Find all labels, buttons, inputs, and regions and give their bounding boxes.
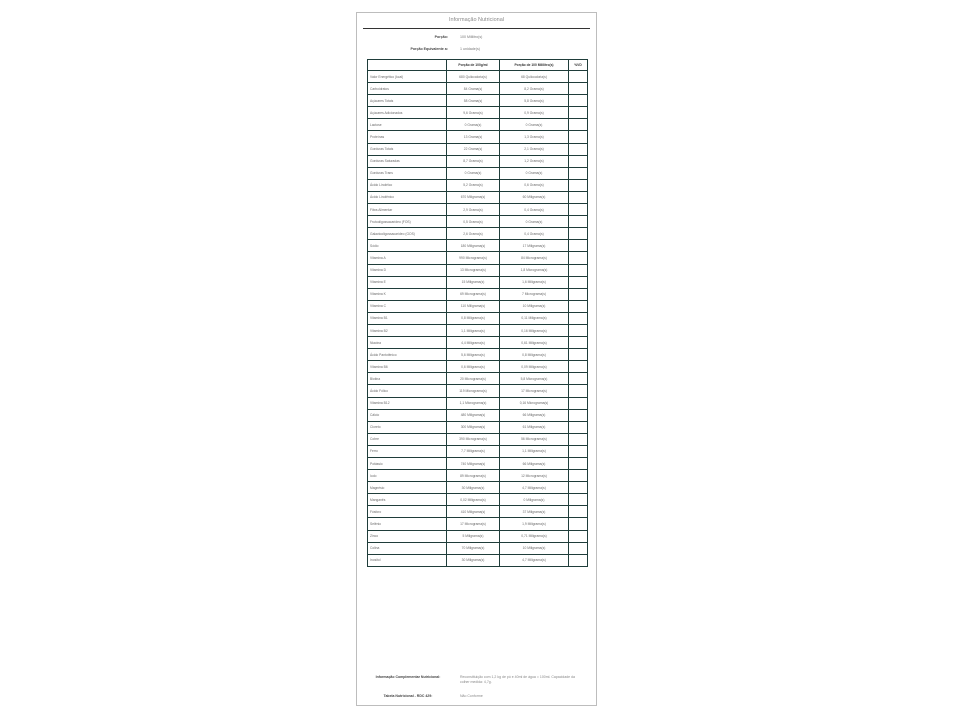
value-per-portion: 0,4 Grama(s) (500, 204, 569, 216)
value-per-portion: 10 Miligrama(s) (500, 542, 569, 554)
table-header-row (368, 60, 588, 71)
value-per-portion: 10 Miligrama(s) (500, 300, 569, 312)
nutrient-name: Fósforo (368, 506, 447, 518)
value-per-100g: 30 Miligrama(s) (447, 554, 500, 566)
value-per-portion: 0,6 Grama(s) (500, 179, 569, 191)
vd-value (569, 506, 588, 518)
table-row (368, 518, 588, 530)
value-per-100g: 0 Grama(s) (447, 167, 500, 179)
vd-value (569, 300, 588, 312)
table-row (368, 240, 588, 252)
vd-value (569, 167, 588, 179)
vd-value (569, 373, 588, 385)
table-row (368, 530, 588, 542)
table-row (368, 494, 588, 506)
nutrient-name: Proteínas (368, 131, 447, 143)
table-row (368, 300, 588, 312)
nutrition-table (367, 59, 588, 567)
vd-value (569, 143, 588, 155)
value-per-portion: 84 Micrograma(s) (500, 252, 569, 264)
nutrient-name: Cloreto (368, 421, 447, 433)
value-per-100g: 740 Miligrama(s) (447, 458, 500, 470)
nutrient-name: Vitamina A (368, 252, 447, 264)
nutrient-name: Manganês (368, 494, 447, 506)
value-per-portion: 1,3 Grama(s) (500, 131, 569, 143)
value-per-100g: 15 Miligrama(s) (447, 276, 500, 288)
table-row (368, 131, 588, 143)
value-per-100g: 7,7 Miligrama(s) (447, 445, 500, 457)
vd-value (569, 95, 588, 107)
table-row (368, 409, 588, 421)
nutrition-table-body (368, 71, 588, 567)
table-row (368, 119, 588, 131)
table-row (368, 361, 588, 373)
table-row (368, 107, 588, 119)
vd-value (569, 240, 588, 252)
table-row (368, 445, 588, 457)
header-per-100g: Porção de 100g/ml (447, 60, 500, 71)
table-row (368, 71, 588, 83)
nutrient-name: Selênio (368, 518, 447, 530)
vd-value (569, 216, 588, 228)
nutrient-name: Açúcares Totais (368, 95, 447, 107)
table-row (368, 312, 588, 324)
vd-value (569, 252, 588, 264)
value-per-100g: 8,7 Grama(s) (447, 155, 500, 167)
table-row (368, 482, 588, 494)
table-row (368, 155, 588, 167)
nutrient-name: Lactose (368, 119, 447, 131)
nutrient-name: Galactooligossacarídeo (GOS) (368, 228, 447, 240)
rdc-label: Tabela Nutricional - RDC 429: (383, 694, 433, 698)
vd-value (569, 131, 588, 143)
value-per-portion: 1,6 Miligrama(s) (500, 276, 569, 288)
nutrient-name: Colina (368, 542, 447, 554)
nutrient-name: Biotina (368, 373, 447, 385)
value-per-portion: 8,2 Grama(s) (500, 83, 569, 95)
nutrient-name: Zinco (368, 530, 447, 542)
value-per-100g: 180 Miligrama(s) (447, 240, 500, 252)
nutrient-name: Vitamina E (368, 276, 447, 288)
panel-title: Informação Nutricional (448, 17, 505, 23)
vd-value (569, 530, 588, 542)
value-per-portion: 2,1 Grama(s) (500, 143, 569, 155)
value-per-100g: 990 Micrograma(s) (447, 252, 500, 264)
nutrient-name: Fibra Alimentar (368, 204, 447, 216)
value-per-portion: 5,8 Micrograma(s) (500, 373, 569, 385)
vd-value (569, 421, 588, 433)
nutrient-name: Gorduras Saturadas (368, 155, 447, 167)
nutrient-name: Sódio (368, 240, 447, 252)
porcao-value: 100 Mililitro(s) (460, 35, 483, 39)
nutrient-name: Valor Energético (kcal) (368, 71, 447, 83)
value-per-100g: 410 Miligrama(s) (447, 506, 500, 518)
table-row (368, 191, 588, 203)
value-per-portion: 1,1 Miligrama(s) (500, 445, 569, 457)
value-per-portion: 0,71 Miligrama(s) (500, 530, 569, 542)
nutrient-name: Cálcio (368, 409, 447, 421)
nutrient-name: Cobre (368, 433, 447, 445)
nutrient-name: Ácido Linoléico (368, 179, 447, 191)
table-row (368, 506, 588, 518)
vd-value (569, 107, 588, 119)
vd-value (569, 542, 588, 554)
value-per-100g: 1,1 Miligrama(s) (447, 324, 500, 336)
value-per-portion: 0 Grama(s) (500, 167, 569, 179)
value-per-portion: 0 Miligrama(s) (500, 494, 569, 506)
table-row (368, 288, 588, 300)
value-per-100g: 13 Grama(s) (447, 131, 500, 143)
vd-value (569, 276, 588, 288)
value-per-100g: 17 Micrograma(s) (447, 518, 500, 530)
nutrient-name: Vitamina B6 (368, 361, 447, 373)
header-nutrient (368, 60, 447, 71)
value-per-portion: 0,61 Miligrama(s) (500, 337, 569, 349)
table-row (368, 167, 588, 179)
table-row (368, 95, 588, 107)
table-row (368, 204, 588, 216)
porcao-equivalente-label: Porção Equivalente a: (410, 47, 448, 51)
value-per-100g: 0,6 Miligrama(s) (447, 361, 500, 373)
porcao-label: Porção: (434, 35, 448, 39)
value-per-100g: 22 Grama(s) (447, 143, 500, 155)
value-per-portion: 12 Micrograma(s) (500, 470, 569, 482)
rdc-value: Não Conforme (460, 694, 483, 698)
vd-value (569, 458, 588, 470)
table-row (368, 216, 588, 228)
info-complementar-label: Informação Complementar Nutricional: (375, 675, 441, 679)
value-per-portion: 66 Miligrama(s) (500, 458, 569, 470)
value-per-100g: 0,8 Miligrama(s) (447, 312, 500, 324)
vd-value (569, 71, 588, 83)
vd-value (569, 264, 588, 276)
vd-value (569, 470, 588, 482)
header-vd: %VD (569, 60, 588, 71)
table-row (368, 554, 588, 566)
value-per-portion: 1,8 Micrograma(s) (500, 264, 569, 276)
nutrient-name: Frutooligossacarídeo (FOS) (368, 216, 447, 228)
nutrient-name: Gorduras Totais (368, 143, 447, 155)
value-per-100g: 0 Grama(s) (447, 119, 500, 131)
vd-value (569, 361, 588, 373)
vd-value (569, 155, 588, 167)
value-per-100g: 480 Miligrama(s) (447, 409, 500, 421)
value-per-100g: 69 Micrograma(s) (447, 288, 500, 300)
value-per-portion: 68 Quilocaloria(s) (500, 71, 569, 83)
value-per-100g: 20 Micrograma(s) (447, 373, 500, 385)
table-row (368, 421, 588, 433)
value-per-portion: 0 Grama(s) (500, 216, 569, 228)
nutrient-name: Gorduras Trans (368, 167, 447, 179)
vd-value (569, 191, 588, 203)
vd-value (569, 385, 588, 397)
nutrient-name: Potássio (368, 458, 447, 470)
value-per-100g: 390 Micrograma(s) (447, 433, 500, 445)
value-per-100g: 0,02 Miligrama(s) (447, 494, 500, 506)
table-row (368, 385, 588, 397)
vd-value (569, 228, 588, 240)
value-per-100g: 70 Miligrama(s) (447, 542, 500, 554)
value-per-100g: 119 Micrograma(s) (447, 385, 500, 397)
nutrient-name: Vitamina B2 (368, 324, 447, 336)
vd-value (569, 482, 588, 494)
nutrition-panel (356, 12, 597, 706)
table-row (368, 252, 588, 264)
table-row (368, 337, 588, 349)
table-row (368, 83, 588, 95)
value-per-100g: 5,2 Grama(s) (447, 179, 500, 191)
value-per-100g: 670 Miligrama(s) (447, 191, 500, 203)
nutrient-name: Vitamina B12 (368, 397, 447, 409)
value-per-portion: 0 Grama(s) (500, 119, 569, 131)
value-per-100g: 89 Micrograma(s) (447, 470, 500, 482)
table-row (368, 324, 588, 336)
value-per-portion: 0,16 Micrograma(s) (500, 397, 569, 409)
value-per-100g: 300 Miligrama(s) (447, 421, 500, 433)
nutrient-name: Ácido Pantotênico (368, 349, 447, 361)
value-per-portion: 7 Micrograma(s) (500, 288, 569, 300)
table-row (368, 276, 588, 288)
porcao-equivalente-value: 1 unidade(s) (460, 47, 480, 51)
vd-value (569, 554, 588, 566)
value-per-portion: 1,9 Miligrama(s) (500, 518, 569, 530)
nutrient-name: Inositol (368, 554, 447, 566)
value-per-portion: 0,16 Miligrama(s) (500, 324, 569, 336)
vd-value (569, 179, 588, 191)
vd-value (569, 83, 588, 95)
value-per-100g: 4,4 Miligrama(s) (447, 337, 500, 349)
vd-value (569, 204, 588, 216)
value-per-100g: 1,1 Micrograma(s) (447, 397, 500, 409)
value-per-100g: 58 Grama(s) (447, 95, 500, 107)
value-per-100g: 110 Miligrama(s) (447, 300, 500, 312)
table-row (368, 458, 588, 470)
table-row (368, 228, 588, 240)
vd-value (569, 337, 588, 349)
nutrient-name: Magnésio (368, 482, 447, 494)
value-per-100g: 2,6 Grama(s) (447, 228, 500, 240)
table-row (368, 264, 588, 276)
value-per-100g: 13 Micrograma(s) (447, 264, 500, 276)
value-per-100g: 30 Miligrama(s) (447, 482, 500, 494)
value-per-portion: 0,4 Grama(s) (500, 228, 569, 240)
value-per-portion: 5,8 Grama(s) (500, 95, 569, 107)
value-per-portion: 0,11 Miligrama(s) (500, 312, 569, 324)
table-row (368, 433, 588, 445)
vd-value (569, 518, 588, 530)
value-per-100g: 5,6 Miligrama(s) (447, 349, 500, 361)
value-per-portion: 56 Micrograma(s) (500, 433, 569, 445)
vd-value (569, 433, 588, 445)
value-per-portion: 61 Miligrama(s) (500, 421, 569, 433)
value-per-100g: 84 Grama(s) (447, 83, 500, 95)
value-per-100g: 9,6 Grama(s) (447, 107, 500, 119)
vd-value (569, 312, 588, 324)
nutrient-name: Ácido Fólico (368, 385, 447, 397)
value-per-portion: 1,2 Grama(s) (500, 155, 569, 167)
table-row (368, 349, 588, 361)
vd-value (569, 349, 588, 361)
nutrient-name: Vitamina C (368, 300, 447, 312)
value-per-portion: 4,7 Miligrama(s) (500, 482, 569, 494)
nutrient-name: Vitamina D (368, 264, 447, 276)
vd-value (569, 445, 588, 457)
info-complementar-value: Reconstituição com 1,2 kg de pó e 40ml de água = 100ml. Capacidade da colher medida: 4,7g. (460, 675, 575, 684)
nutrient-name: Açúcares Adicionados (368, 107, 447, 119)
value-per-portion: 60 Miligrama(s) (500, 191, 569, 203)
nutrient-name: Niacina (368, 337, 447, 349)
value-per-100g: 0,5 Grama(s) (447, 216, 500, 228)
table-row (368, 143, 588, 155)
table-row (368, 542, 588, 554)
title-divider (363, 28, 590, 29)
value-per-portion: 0,8 Miligrama(s) (500, 349, 569, 361)
table-row (368, 397, 588, 409)
vd-value (569, 494, 588, 506)
table-row (368, 373, 588, 385)
header-per-portion: Porção de 100 Mililitro(s) (500, 60, 569, 71)
vd-value (569, 288, 588, 300)
nutrient-name: Ácido Linolênico (368, 191, 447, 203)
value-per-portion: 0,09 Miligrama(s) (500, 361, 569, 373)
value-per-portion: 4,7 Miligrama(s) (500, 554, 569, 566)
table-row (368, 179, 588, 191)
nutrient-name: Ferro (368, 445, 447, 457)
vd-value (569, 119, 588, 131)
nutrient-name: Vitamina K (368, 288, 447, 300)
value-per-100g: 680 Quilocaloria(s) (447, 71, 500, 83)
nutrient-name: Carboidratos (368, 83, 447, 95)
nutrient-name: Vitamina B1 (368, 312, 447, 324)
value-per-portion: 0,9 Grama(s) (500, 107, 569, 119)
value-per-portion: 37 Miligrama(s) (500, 506, 569, 518)
vd-value (569, 397, 588, 409)
table-row (368, 470, 588, 482)
value-per-portion: 17 Micrograma(s) (500, 385, 569, 397)
value-per-100g: 5 Miligrama(s) (447, 530, 500, 542)
nutrient-name: Iodo (368, 470, 447, 482)
value-per-portion: 66 Miligrama(s) (500, 409, 569, 421)
vd-value (569, 409, 588, 421)
value-per-portion: 17 Miligrama(s) (500, 240, 569, 252)
vd-value (569, 324, 588, 336)
value-per-100g: 2,9 Grama(s) (447, 204, 500, 216)
